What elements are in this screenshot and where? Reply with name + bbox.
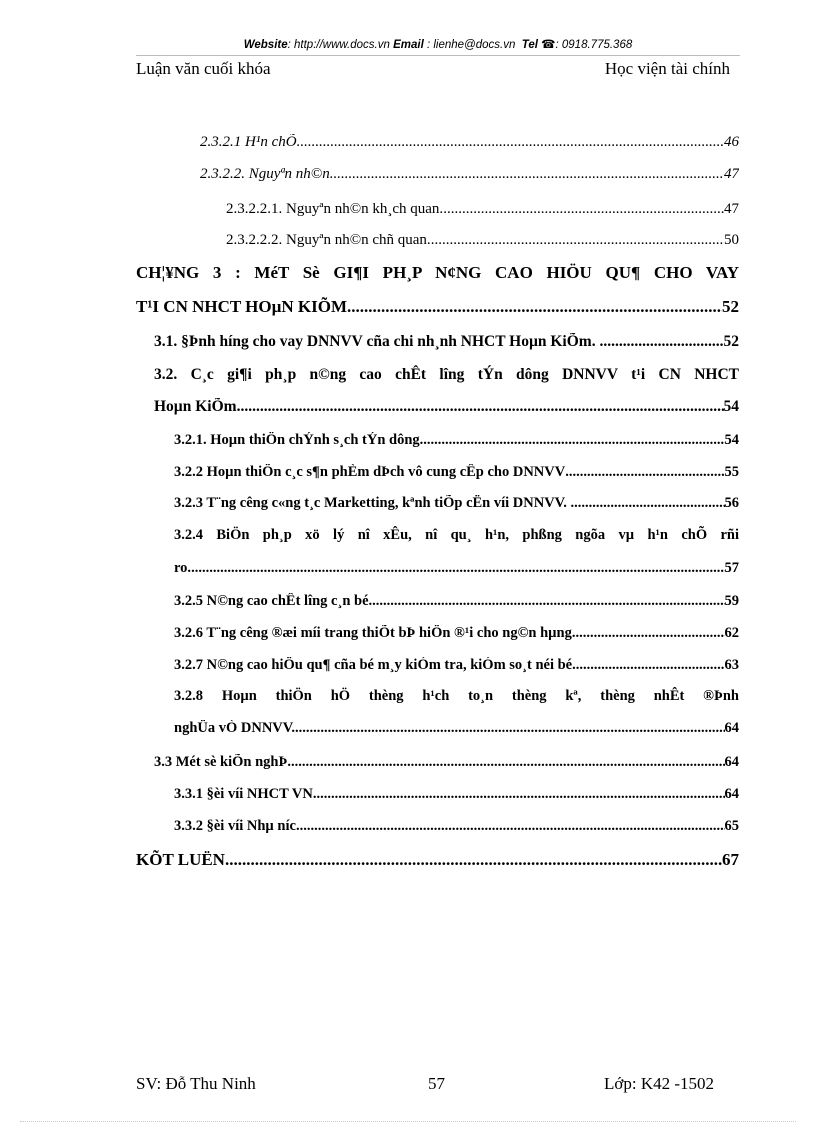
toc-entry[interactable]: 2.3.2.1 H¹n chÕ. ..... 46 bbox=[200, 134, 739, 151]
phone-icon: ☎ bbox=[541, 39, 556, 51]
website-url[interactable]: : http://www.docs.vn bbox=[287, 39, 390, 51]
toc-entry[interactable]: 3.2.6 T¨ng cêng ®æi míi trang thiÕt bÞ hiÖn ®¹i cho ng©n hµng.. ..... 62 bbox=[174, 625, 739, 642]
institution-name: Học viện tài chính bbox=[604, 59, 730, 78]
toc-entry[interactable]: 3.2.2 Hoµn thiÖn c¸c s¶n phÈm dÞch vô cung cÊp cho DNNVV ..... 55 bbox=[174, 464, 739, 481]
toc-entry[interactable]: nghÜa vÒ DNNVV. ..... 64 bbox=[174, 720, 739, 737]
toc-entry-line[interactable]: 3.2.4 BiÖn ph¸p xö lý nî xÊu, nî qu¸ h¹n, phßng ngõa vµ h¹n chÕ rñi bbox=[174, 527, 739, 543]
footer-student: SV: Đỗ Thu Ninh bbox=[136, 1074, 256, 1093]
tel-number: : 0918.775.368 bbox=[555, 39, 633, 51]
header-divider bbox=[136, 55, 740, 56]
toc-entry[interactable]: T¹I CN NHCT HOµN KIÕM ..... 52 bbox=[136, 297, 739, 317]
toc-entry[interactable]: Hoµn KiÕm. ..... 54 bbox=[154, 398, 739, 416]
toc-entry[interactable]: 2.3.2.2.2. Nguyªn nh©n chñ quan. ..... 50 bbox=[226, 232, 739, 249]
toc-entry[interactable]: 3.1. §Þnh híng cho vay DNNVV cña chi nh¸nh NHCT Hoµn KiÕm. . ..... 52 bbox=[154, 333, 739, 351]
toc-chapter-title[interactable]: CH¦¥NG 3 : MéT Sè GI¶I PH¸P N¢NG CAO HIÖU QU¶ CHO VAY bbox=[136, 263, 739, 282]
toc-entry[interactable]: 3.3.1 §èi víi NHCT VN. ..... 64 bbox=[174, 786, 739, 803]
toc-entry-line[interactable]: 3.2. C¸c gi¶i ph¸p n©ng cao chÊt lîng tÝn dông DNNVV t¹i CN NHCT bbox=[154, 366, 739, 383]
website-contact-bar bbox=[136, 37, 740, 51]
toc-entry[interactable]: 2.3.2.2.1. Nguyªn nh©n kh¸ch quan. ..... 47 bbox=[226, 201, 739, 218]
toc-entry[interactable]: 3.2.5 N©ng cao chÊt lîng c¸n bé. ..... 59 bbox=[174, 593, 739, 610]
page-bottom-edge bbox=[20, 1121, 796, 1122]
thesis-title: Luận văn cuối khóa bbox=[136, 59, 271, 78]
toc-entry[interactable]: 3.2.7 N©ng cao hiÖu qu¶ cña bé m¸y kiÓm tra, kiÓm so¸t néi bé... ..... 63 bbox=[174, 657, 739, 674]
footer-class: Lớp: K42 -1502 bbox=[604, 1074, 715, 1093]
toc-entry[interactable]: 3.3.2 §èi víi Nhµ níc. ..... 65 bbox=[174, 818, 739, 835]
tel-label: Tel bbox=[521, 39, 538, 51]
website-label: Website bbox=[243, 39, 288, 51]
toc-entry[interactable]: KÕT LUËN ..... 67 bbox=[136, 850, 739, 870]
toc-entry[interactable]: ro. ..... 57 bbox=[174, 560, 739, 577]
email-label: Email bbox=[393, 39, 424, 51]
toc-entry[interactable]: 3.3 Mét sè kiÕn nghÞ. ..... 64 bbox=[154, 754, 739, 771]
toc-entry[interactable]: 2.3.2.2. Nguyªn nh©n ..... 47 bbox=[200, 166, 739, 183]
email-address[interactable]: : lienhe@docs.vn bbox=[423, 39, 516, 51]
toc-entry[interactable]: 3.2.3 T¨ng cêng c«ng t¸c Marketting, kªnh tiÕp cËn víi DNNVV. . ..... 56 bbox=[174, 495, 739, 512]
toc-entry[interactable]: 3.2.1. Hoµn thiÖn chÝnh s¸ch tÝn dông. ..... 54 bbox=[174, 432, 739, 449]
footer-page-number: 57 bbox=[428, 1074, 445, 1093]
toc-entry-line[interactable]: 3.2.8 Hoµn thiÖn hÖ thèng h¹ch to¸n thèng kª, thèng nhÊt ®Þnh bbox=[174, 688, 739, 704]
